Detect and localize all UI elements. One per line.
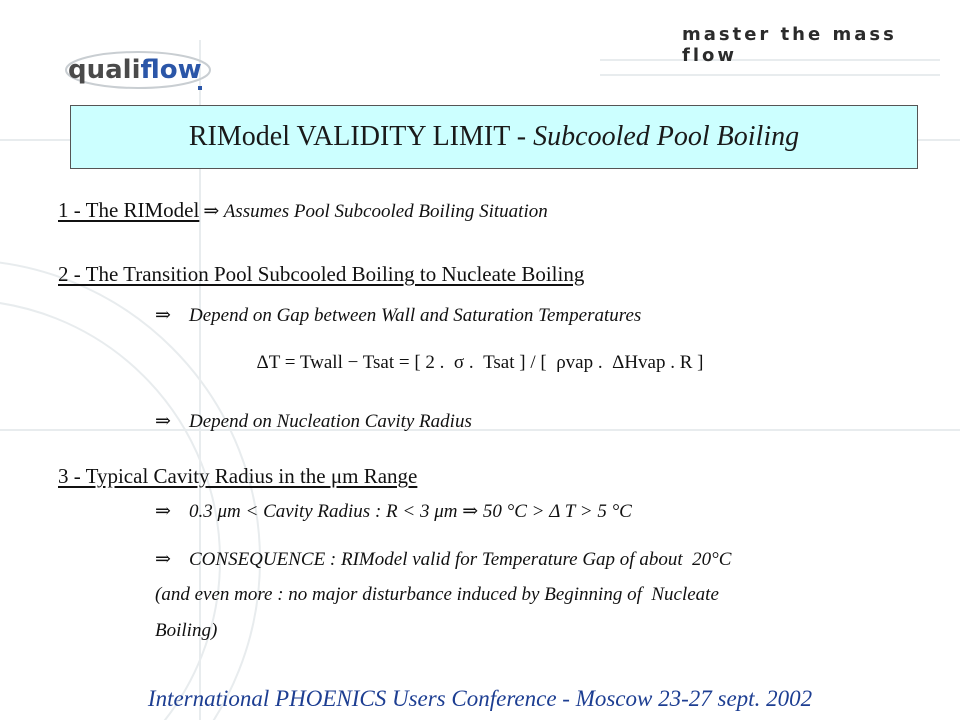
item-2-sub1: ⇒ Depend on Gap between Wall and Saturation Temperatures — [155, 305, 642, 326]
title-main: RIModel VALIDITY LIMIT - — [188, 121, 534, 152]
item-3-range: ⇒ 0.3 μm < Cavity Radius : R < 3 μm ⇒ 50 °C > Δ T > 5 °C — [155, 501, 632, 522]
delta-t-equation: ΔT = Twall − Tsat = [ 2 . σ . Tsat ] / [ ρvap . ΔHvap . R ] — [256, 352, 704, 373]
tagline: master the mass flow — [682, 24, 897, 66]
item-3-consequence-line-3: Boiling) — [155, 620, 218, 641]
arrow-icon: ⇒ — [462, 501, 479, 522]
item-3-heading: 3 - Typical Cavity Radius in the μm Range — [58, 464, 418, 488]
item-1-note: ⇒ Assumes Pool Subcooled Boiling Situation — [203, 201, 548, 222]
item-3-consequence-line-2: (and even more : no major disturbance induced by Beginning of Nucleate — [155, 584, 719, 605]
item-2-sub2: ⇒ Depend on Nucleation Cavity Radius — [155, 411, 472, 432]
footer: International PHOENICS Users Conference - Moscow 23-27 sept. 2002 — [147, 686, 813, 711]
arrow-icon: ⇒ — [155, 305, 171, 326]
item-1-heading: 1 - The RIModel — [58, 198, 200, 222]
item-1 — [58, 198, 548, 223]
arrow-icon: ⇒ — [203, 201, 220, 222]
item-3-consequence-line-1: ⇒ CONSEQUENCE : RIModel valid for Temperature Gap of about 20°C — [155, 549, 732, 570]
svg-text:qualiflow: qualiflow — [68, 55, 202, 85]
arrow-icon: ⇒ — [155, 411, 171, 432]
qualiflow-logo — [64, 48, 224, 96]
item-2-heading: 2 - The Transition Pool Subcooled Boiling to Nucleate Boiling — [58, 262, 585, 286]
arrow-icon: ⇒ — [155, 501, 171, 522]
slide-title — [70, 105, 918, 169]
title-italic: Subcooled Pool Boiling — [533, 121, 800, 152]
arrow-icon: ⇒ — [155, 549, 171, 570]
